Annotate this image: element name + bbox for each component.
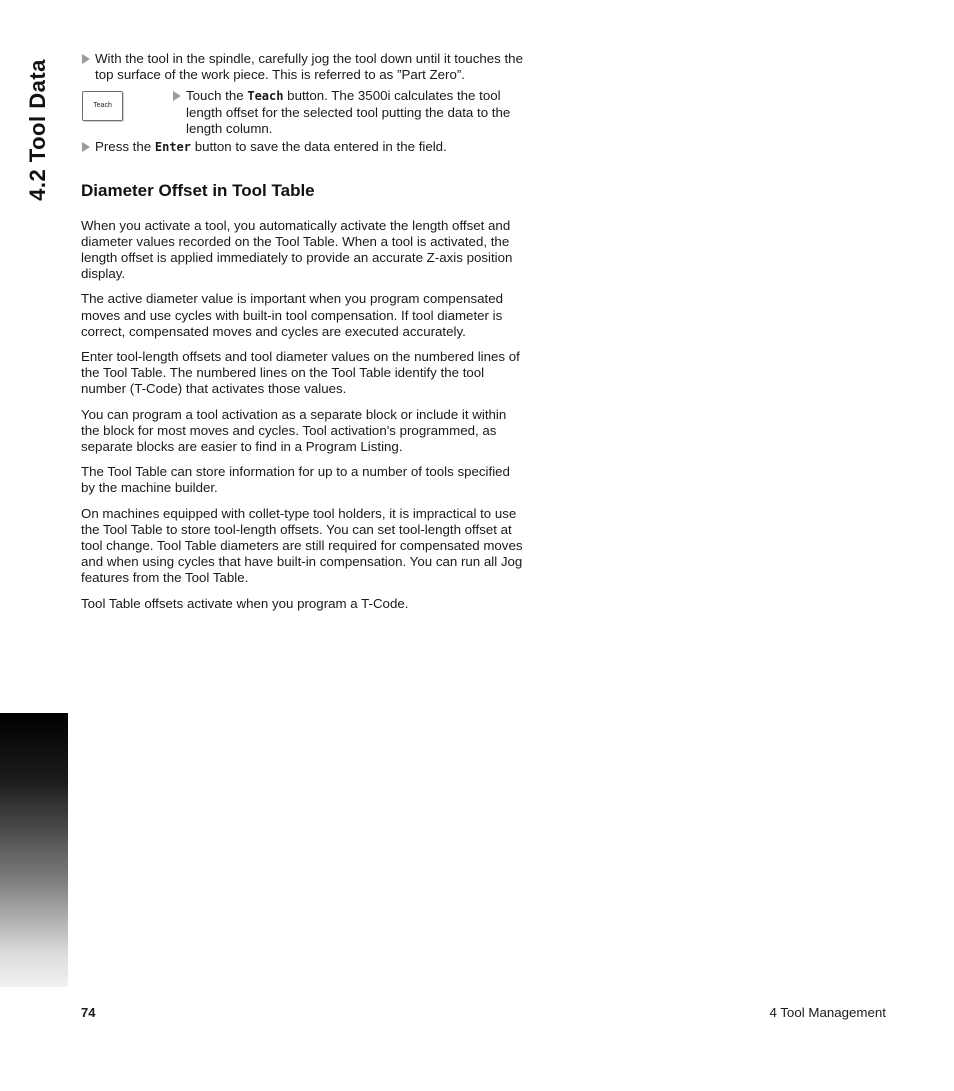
step-teach-prefix: Touch the bbox=[186, 88, 248, 104]
bullet-arrow-icon bbox=[82, 54, 90, 64]
bullet-arrow-icon bbox=[173, 91, 181, 101]
side-gradient-bar bbox=[0, 713, 68, 987]
step-enter bbox=[81, 139, 523, 155]
step-jog-text: With the tool in the spindle, carefully jog the tool down until it touches the top surface of the work piece. This is referred to as ”Part Zero”. bbox=[95, 51, 523, 83]
teach-row bbox=[81, 88, 523, 136]
paragraph: The Tool Table can store information for up to a number of tools specified by the machine builder. bbox=[81, 464, 510, 496]
paragraph: The active diameter value is important when you program compensated moves and use cycles with built-in tool compensation. If tool diameter is correct, compensated moves and cycles are executed accurately. bbox=[81, 291, 504, 339]
paragraph: Tool Table offsets activate when you program a T-Code. bbox=[81, 595, 409, 611]
side-chapter-title-text: 4.2 Tool Data bbox=[25, 59, 51, 201]
page-number: 74 bbox=[81, 1005, 96, 1020]
chapter-title: 4 Tool Management bbox=[769, 1005, 886, 1020]
paragraph: When you activate a tool, you automatically activate the length offset and diameter values recorded on the Tool Table. When a tool is activated, the length offset is applied immediately to provide an accurate Z-axis position display. bbox=[81, 217, 513, 282]
step-jog bbox=[81, 51, 523, 83]
paragraph: On machines equipped with collet-type tool holders, it is impractical to use the Tool Table to store tool-length offsets. You can set tool-length offset at tool change. Tool Table diameters are still required for compensated moves and when using cycles that have built-in compensation. You can run all Jog features from the Tool Table. bbox=[81, 505, 523, 586]
teach-button-image: Teach bbox=[82, 91, 123, 121]
section-heading: Diameter Offset in Tool Table bbox=[81, 180, 315, 200]
step-teach-keyword: Teach bbox=[247, 89, 284, 104]
step-enter-keyword: Enter bbox=[154, 140, 191, 155]
paragraph: Enter tool-length offsets and tool diameter values on the numbered lines of the Tool Table. The numbered lines on the Tool Table identify the tool number (T-Code) that activates those values. bbox=[81, 349, 520, 397]
bullet-arrow-icon bbox=[82, 142, 90, 152]
page-content bbox=[81, 51, 523, 621]
step-teach-suffix: button. The 3500i calculates the tool length offset for the selected tool putting the data to the length column. bbox=[186, 88, 511, 136]
step-teach bbox=[172, 88, 537, 137]
paragraph: You can program a tool activation as a separate block or include it within the block for most moves and cycles. Tool activation's programmed, as separate blocks are easier to find in a Program Listing. bbox=[81, 406, 507, 455]
step-enter-suffix: button to save the data entered in the field. bbox=[191, 139, 447, 155]
step-enter-prefix: Press the bbox=[95, 139, 155, 155]
side-chapter-title bbox=[24, 45, 52, 215]
